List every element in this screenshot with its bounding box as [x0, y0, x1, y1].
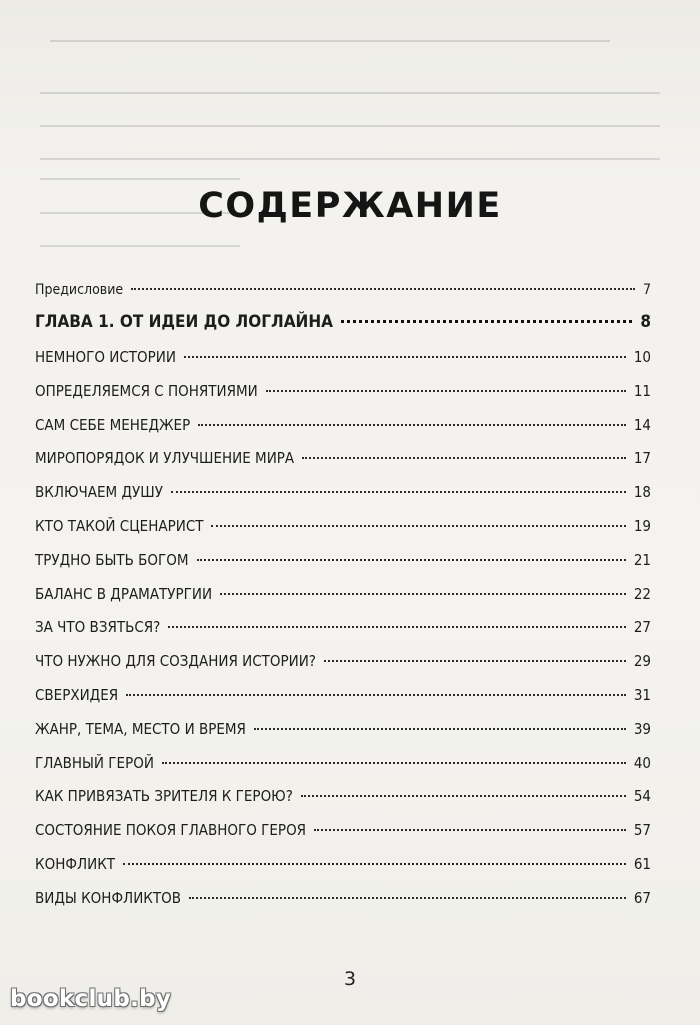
dot-leader [184, 356, 626, 358]
toc-chapter-entry[interactable] [35, 312, 651, 348]
dot-leader [162, 762, 626, 764]
toc-entry-page: 39 [633, 719, 651, 738]
toc-entry[interactable] [35, 416, 651, 450]
dot-leader [302, 457, 626, 459]
toc-entry-title: ВКЛЮЧАЕМ ДУШУ [35, 483, 163, 502]
toc-entry[interactable] [35, 754, 651, 788]
dot-leader [123, 863, 626, 865]
dot-leader [324, 660, 626, 662]
toc-entry-title: ОПРЕДЕЛЯЕМСЯ С ПОНЯТИЯМИ [35, 381, 258, 400]
toc-entry-title: Предисловие [35, 282, 124, 298]
toc-entry-page: 22 [633, 584, 651, 603]
dot-leader [314, 829, 626, 831]
dot-leader [198, 424, 626, 426]
toc-entry[interactable] [35, 382, 651, 416]
table-of-contents [35, 282, 651, 923]
toc-entry-title: ГЛАВНЫЙ ГЕРОЙ [35, 753, 154, 772]
toc-entry[interactable] [35, 686, 651, 720]
toc-entry-title: ЖАНР, ТЕМА, МЕСТО И ВРЕМЯ [35, 719, 246, 738]
dot-leader [171, 491, 626, 493]
toc-entry[interactable] [35, 449, 651, 483]
toc-entry-page: 27 [633, 618, 651, 637]
toc-entry-title: ЧТО НУЖНО ДЛЯ СОЗДАНИЯ ИСТОРИИ? [35, 652, 316, 671]
toc-entry[interactable] [35, 348, 651, 382]
toc-entry-title: СОСТОЯНИЕ ПОКОЯ ГЛАВНОГО ГЕРОЯ [35, 821, 307, 840]
toc-entry-title: КТО ТАКОЙ СЦЕНАРИСТ [35, 516, 204, 535]
toc-entry[interactable] [35, 855, 651, 889]
page-number: 3 [343, 968, 357, 990]
toc-entry-page: 40 [633, 753, 651, 772]
toc-entry-page: 67 [633, 888, 651, 907]
toc-entry[interactable] [35, 821, 651, 855]
toc-entry-page: 61 [633, 854, 651, 873]
dot-leader [168, 626, 626, 628]
watermark-logo: bookclub.by [10, 986, 172, 1012]
toc-entry-page: 29 [633, 652, 651, 671]
toc-entry-title: ЗА ЧТО ВЗЯТЬСЯ? [35, 618, 161, 637]
toc-entry[interactable] [35, 652, 651, 686]
toc-entry-page: 7 [642, 282, 651, 298]
toc-entry-title: БАЛАНС В ДРАМАТУРГИИ [35, 584, 213, 603]
dot-leader [189, 897, 626, 899]
dot-leader [197, 559, 626, 561]
toc-entry[interactable] [35, 483, 651, 517]
dot-leader [131, 288, 635, 290]
toc-entry-title: МИРОПОРЯДОК И УЛУЧШЕНИЕ МИРА [35, 449, 295, 468]
toc-entry[interactable] [35, 517, 651, 551]
dot-leader [220, 593, 626, 595]
dot-leader [266, 390, 626, 392]
dot-leader [301, 795, 626, 797]
toc-entry-title: КОНФЛИКТ [35, 854, 116, 873]
toc-entry-page: 54 [633, 787, 651, 806]
toc-entry[interactable] [35, 282, 651, 312]
toc-entry[interactable] [35, 618, 651, 652]
toc-entry-title: ВИДЫ КОНФЛИКТОВ [35, 888, 182, 907]
toc-entry[interactable] [35, 585, 651, 619]
toc-entry[interactable] [35, 787, 651, 821]
dot-leader [254, 728, 626, 730]
toc-entry-title: КАК ПРИВЯЗАТЬ ЗРИТЕЛЯ К ГЕРОЮ? [35, 787, 293, 806]
toc-entry-page: 31 [633, 685, 651, 704]
dot-leader [126, 694, 626, 696]
toc-entry-title: ТРУДНО БЫТЬ БОГОМ [35, 550, 189, 569]
dot-leader [211, 525, 625, 527]
toc-entry-page: 57 [633, 821, 651, 840]
toc-entry[interactable] [35, 889, 651, 923]
toc-entry[interactable] [35, 551, 651, 585]
toc-entry-title: НЕМНОГО ИСТОРИИ [35, 348, 176, 366]
toc-entry[interactable] [35, 720, 651, 754]
toc-entry-page: 18 [633, 483, 651, 502]
toc-entry-title: САМ СЕБЕ МЕНЕДЖЕР [35, 415, 191, 434]
toc-entry-page: 8 [640, 312, 651, 332]
toc-entry-title: ГЛАВА 1. ОТ ИДЕИ ДО ЛОГЛАЙНА [35, 312, 333, 332]
toc-entry-page: 14 [633, 415, 651, 434]
page-title: СОДЕРЖАНИЕ [198, 186, 502, 226]
toc-entry-page: 10 [633, 348, 651, 366]
toc-entry-title: СВЕРХИДЕЯ [35, 685, 119, 704]
toc-entry-page: 21 [633, 550, 651, 569]
toc-entry-page: 11 [633, 381, 651, 400]
toc-entry-page: 17 [633, 449, 651, 468]
dot-leader [341, 320, 632, 323]
toc-entry-page: 19 [633, 516, 651, 535]
